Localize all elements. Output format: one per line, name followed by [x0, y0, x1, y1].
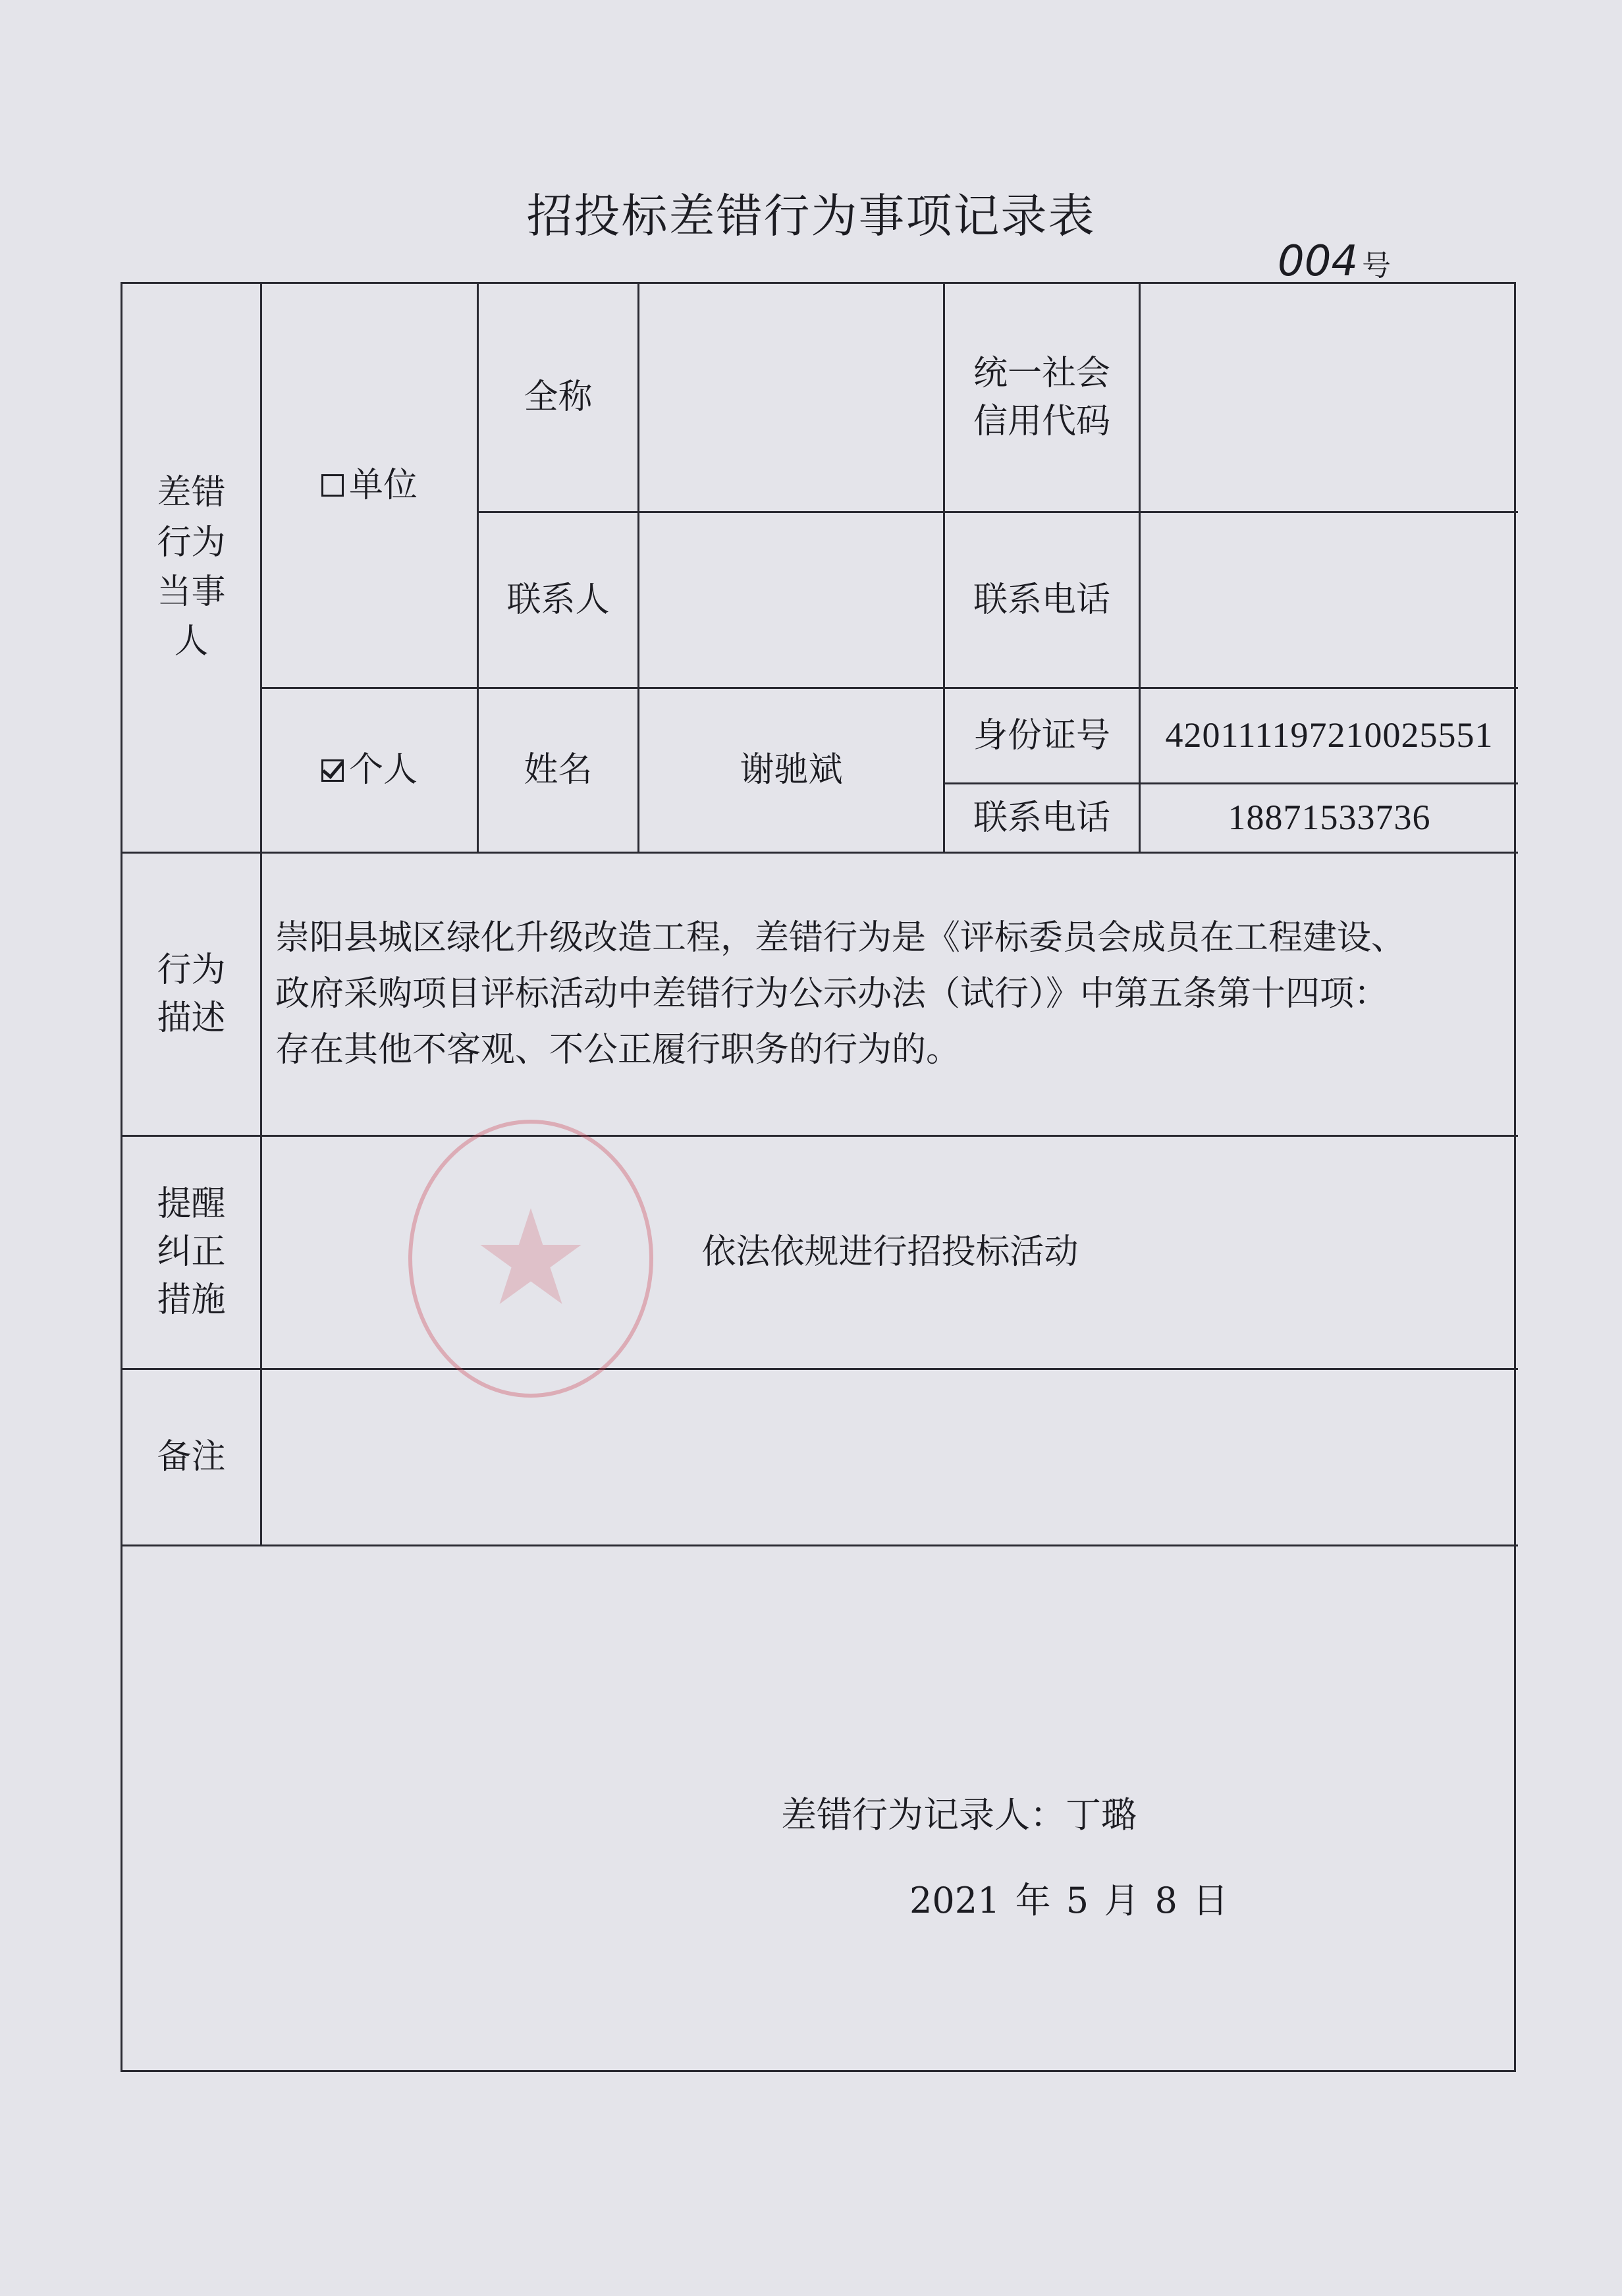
measures-label-line: 纠正 [157, 1232, 226, 1272]
measures-label-line: 措施 [157, 1280, 226, 1320]
footer-section [122, 1546, 1518, 2074]
serial-number [1278, 237, 1391, 286]
remarks-label: 备注 [122, 1370, 262, 1546]
person-option[interactable] [262, 689, 479, 854]
record-table [121, 282, 1516, 2072]
unit-option-label: 单位 [348, 465, 418, 505]
measures-label [122, 1137, 262, 1370]
behavior-label-line: 描述 [157, 998, 226, 1038]
full-name-label: 全称 [479, 284, 639, 513]
unit-checkbox-icon[interactable] [321, 474, 344, 497]
name-label: 姓名 [479, 689, 639, 854]
credit-code-value [1141, 284, 1518, 513]
party-label-line: 行为 [157, 522, 226, 562]
record-date: 2021 年 5 月 8 日 [909, 1880, 1228, 1921]
name-value: 谢驰斌 [639, 689, 945, 854]
party-label-line: 差错 [157, 473, 226, 513]
full-name-value [639, 284, 945, 513]
behavior-text-line: 崇阳县城区绿化升级改造工程，差错行为是《评标委员会成员在工程建设、 [275, 918, 1406, 958]
serial-number-value: 004 [1278, 237, 1359, 286]
credit-code-label-line: 统一社会 [973, 353, 1110, 393]
behavior-label-line: 行为 [157, 950, 226, 990]
serial-number-suffix: 号 [1362, 249, 1392, 283]
person-phone-value: 18871533736 [1141, 784, 1518, 854]
id-label: 身份证号 [945, 689, 1141, 784]
contact-label: 联系人 [479, 513, 639, 689]
unit-phone-value [1141, 513, 1518, 689]
person-checkbox-icon[interactable] [321, 759, 344, 782]
behavior-text-line: 政府采购项目评标活动中差错行为公示办法（试行）》中第五条第十四项： [275, 974, 1389, 1014]
unit-phone-label: 联系电话 [945, 513, 1141, 689]
recorder: 差错行为记录人：丁璐 [781, 1794, 1137, 1836]
id-value: 420111197210025551 [1141, 689, 1518, 784]
measures-text: 依法依规进行招投标活动 [262, 1137, 1518, 1370]
behavior-description [262, 854, 1518, 1137]
credit-code-label [945, 284, 1141, 513]
contact-value [639, 513, 945, 689]
measures-label-line: 提醒 [157, 1184, 226, 1224]
remarks-value [262, 1370, 1518, 1546]
party-label-line: 当事 [157, 572, 226, 612]
person-option-label: 个人 [348, 750, 418, 790]
seal-star-icon: ★ [472, 1182, 590, 1335]
behavior-label [122, 854, 262, 1137]
form-title: 招投标差错行为事项记录表 [526, 189, 1096, 243]
behavior-text-line: 存在其他不客观、不公正履行职务的行为的。 [275, 1029, 961, 1070]
party-label-line: 人 [174, 622, 209, 662]
person-phone-label: 联系电话 [945, 784, 1141, 854]
party-label [122, 284, 262, 854]
unit-option[interactable] [262, 284, 479, 689]
credit-code-label-line: 信用代码 [973, 401, 1110, 441]
